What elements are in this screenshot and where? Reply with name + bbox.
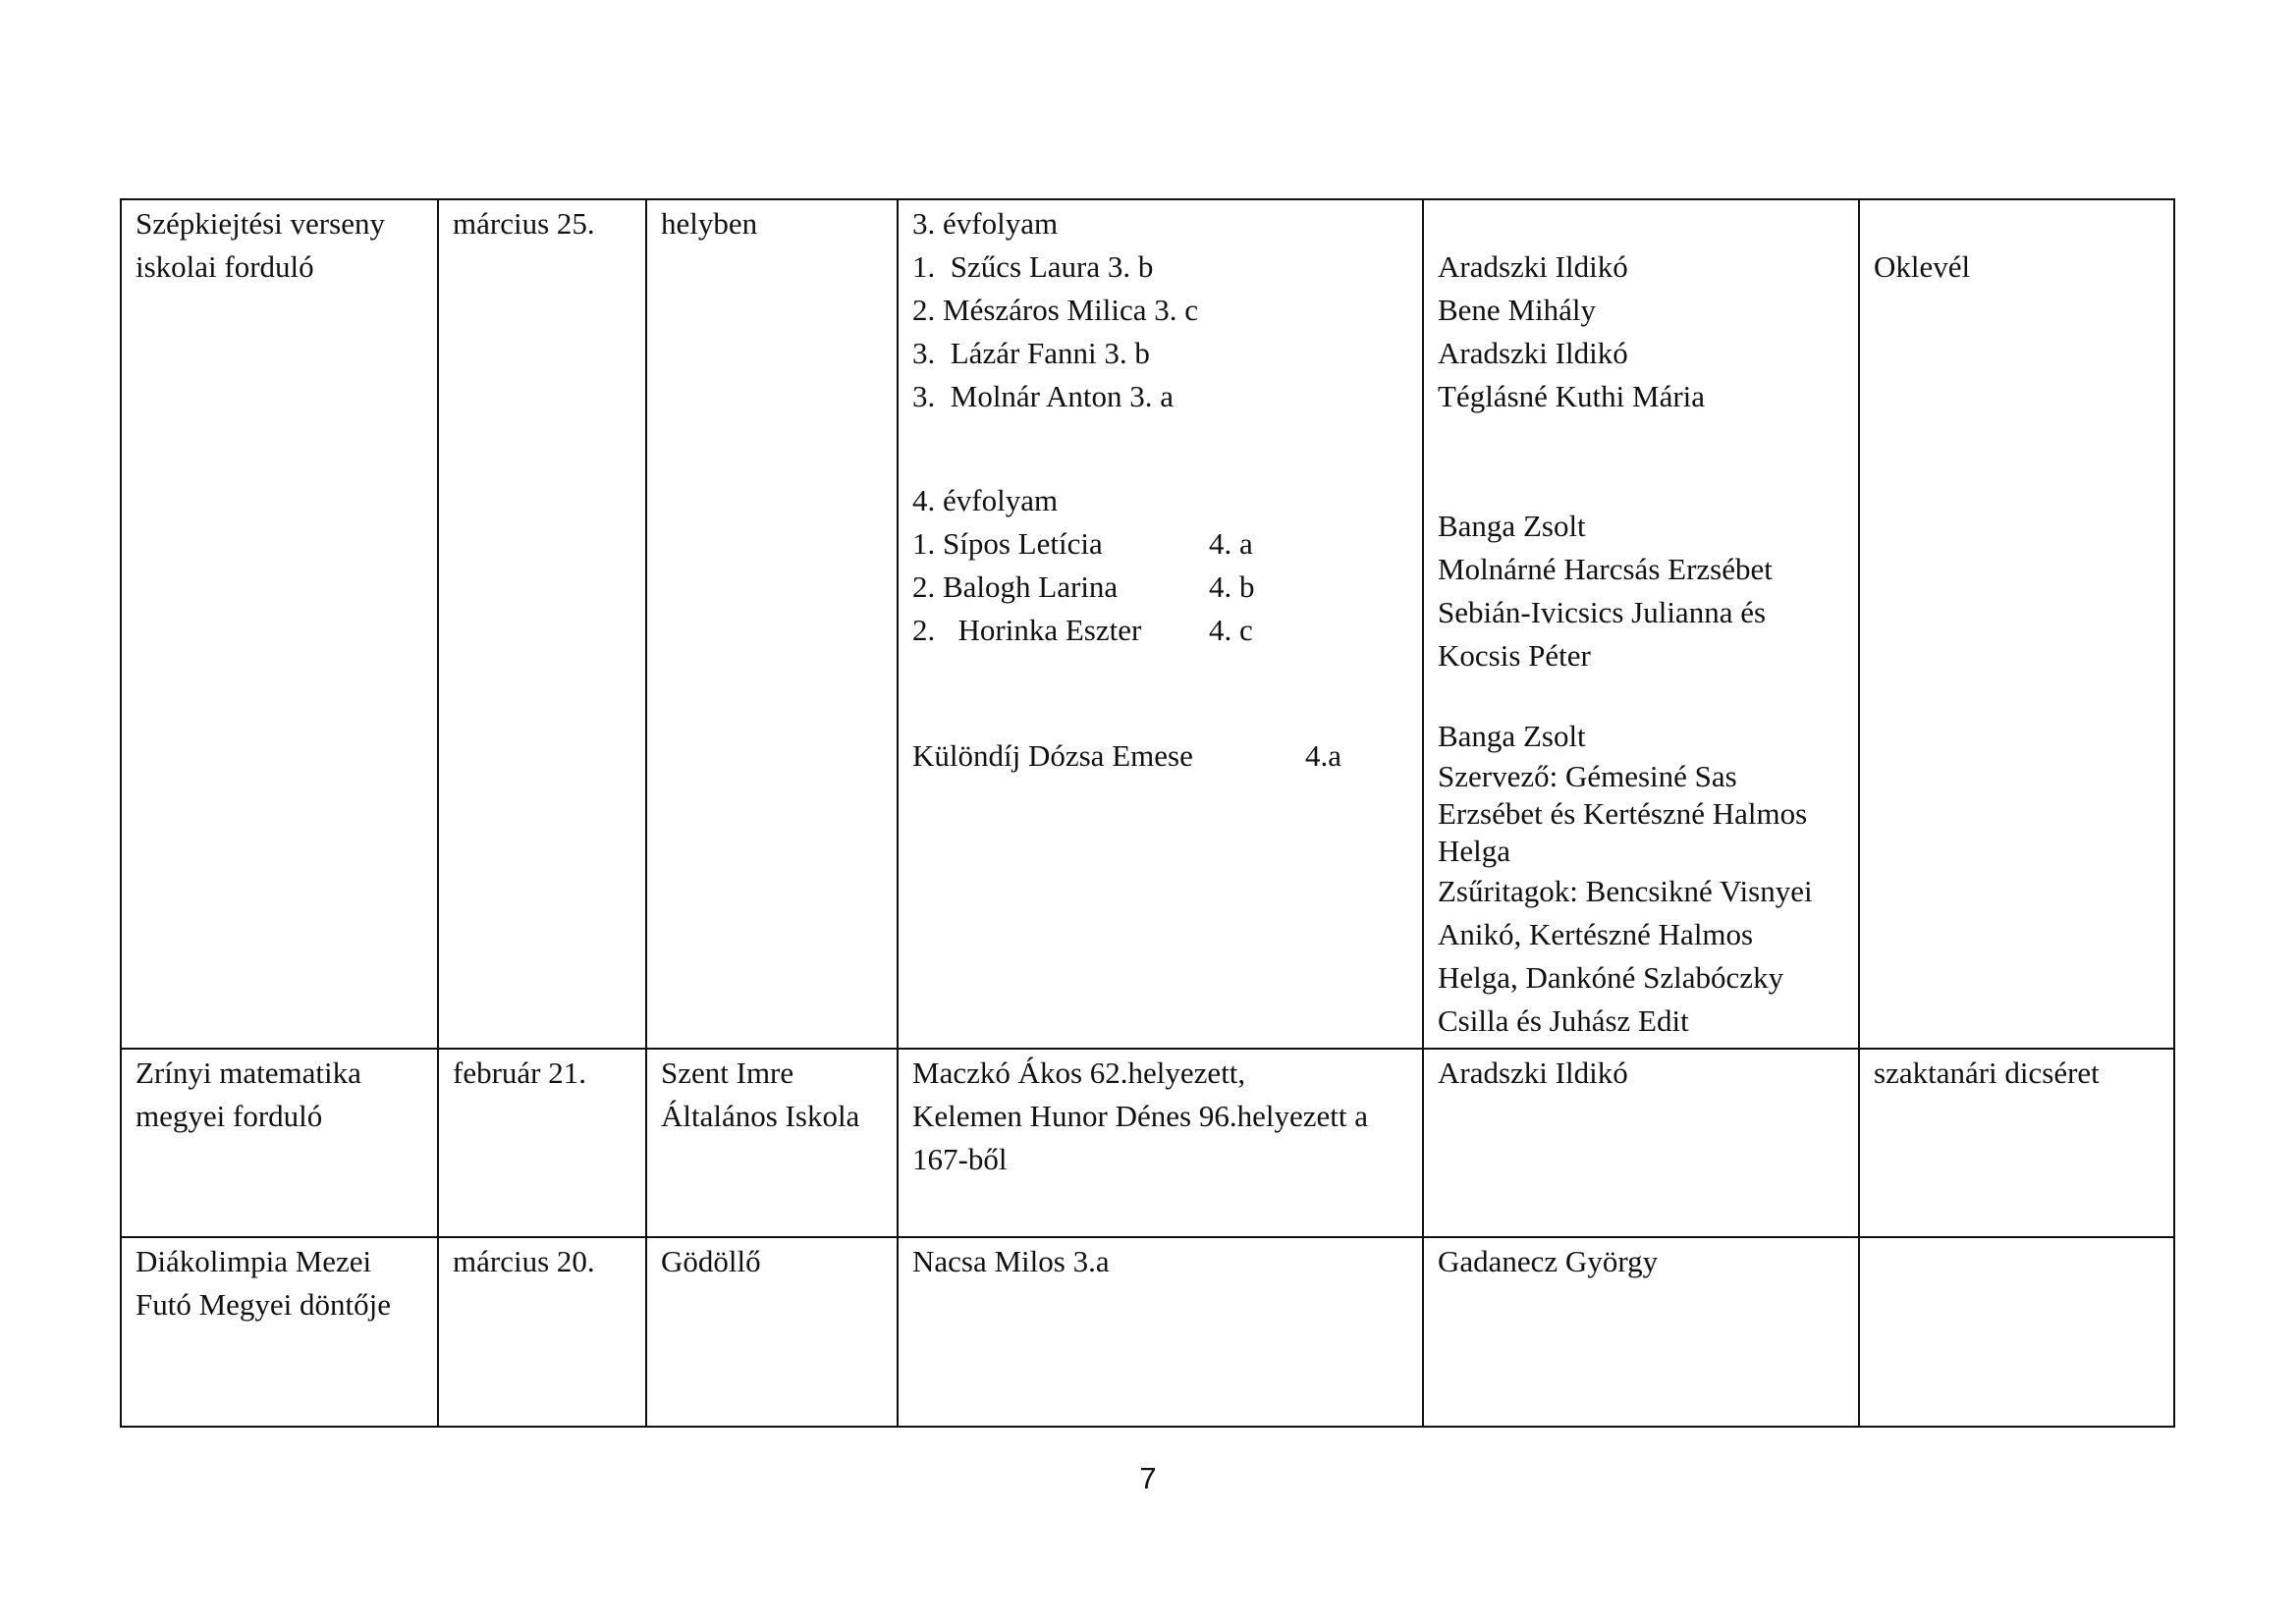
place: helyben	[661, 206, 758, 241]
organizer-line: Szervező: Gémesiné Sas	[1438, 759, 1737, 793]
table-row	[121, 1237, 2174, 1427]
competition-cell	[121, 199, 438, 1049]
competition-name: Szépkiejtési verseny	[136, 206, 385, 241]
teachers-cell	[1423, 1237, 1859, 1427]
organizer-line: Helga	[1438, 834, 1511, 868]
teacher-name: Aradszki Ildikó	[1438, 249, 1628, 284]
teacher-name: Aradszki Ildikó	[1438, 1056, 1628, 1090]
date: március 20.	[453, 1244, 595, 1278]
award-cell	[1859, 199, 2174, 1049]
result-entry: Nacsa Milos 3.a	[912, 1244, 1110, 1278]
special-prize-class: 4.a	[1305, 738, 1342, 773]
result-entry: 167-ből	[912, 1142, 1008, 1176]
place-cell	[646, 1237, 898, 1427]
date: március 25.	[453, 206, 595, 241]
place-cell	[646, 199, 898, 1049]
competition-name: megyei forduló	[136, 1099, 323, 1133]
competition-cell	[121, 1049, 438, 1237]
competition-name: Zrínyi matematika	[136, 1056, 361, 1090]
grade-heading: 3. évfolyam	[912, 206, 1059, 241]
date-cell	[438, 1049, 646, 1237]
results-cell	[898, 1237, 1423, 1427]
organizer-line: Erzsébet és Kertészné Halmos	[1438, 796, 1808, 831]
table-row	[121, 1049, 2174, 1237]
competition-name: iskolai forduló	[136, 249, 314, 284]
result-entry: Kelemen Hunor Dénes 96.helyezett a	[912, 1099, 1368, 1133]
result-entry: 3. Lázár Fanni 3. b	[912, 336, 1150, 370]
result-entry	[912, 566, 1408, 609]
place: Gödöllő	[661, 1244, 761, 1278]
teacher-name: Banga Zsolt	[1438, 719, 1586, 753]
result-name: 2. Horinka Eszter	[912, 613, 1142, 647]
competition-results-table	[120, 198, 2175, 1428]
table-row	[121, 199, 2174, 1049]
teacher-name: Bene Mihály	[1438, 293, 1596, 327]
teacher-name: Gadanecz György	[1438, 1244, 1659, 1278]
competition-name: Diákolimpia Mezei	[136, 1244, 372, 1278]
teacher-name: Sebián-Ivicsics Julianna és	[1438, 595, 1767, 629]
teachers-cell	[1423, 199, 1859, 1049]
result-entry	[912, 609, 1408, 652]
result-name: 2. Balogh Larina	[912, 569, 1119, 604]
grade-heading: 4. évfolyam	[912, 483, 1059, 517]
award: szaktanári dicséret	[1874, 1056, 2100, 1090]
competition-name: Futó Megyei döntője	[136, 1287, 392, 1322]
date: február 21.	[453, 1056, 586, 1090]
results-cell	[898, 199, 1423, 1049]
teacher-name: Téglásné Kuthi Mária	[1438, 379, 1706, 413]
award-cell	[1859, 1237, 2174, 1427]
result-entry: 1. Szűcs Laura 3. b	[912, 249, 1154, 284]
teacher-name: Molnárné Harcsás Erzsébet	[1438, 552, 1773, 586]
special-prize	[912, 734, 1408, 778]
award: Oklevél	[1874, 249, 1971, 284]
jury-line: Helga, Dankóné Szlabóczky	[1438, 960, 1784, 995]
competition-cell	[121, 1237, 438, 1427]
teacher-name: Kocsis Péter	[1438, 638, 1591, 673]
result-class: 4. a	[1209, 526, 1253, 561]
result-name: 1. Sípos Letícia	[912, 526, 1103, 561]
jury-line: Zsűritagok: Bencsikné Visnyei	[1438, 874, 1813, 908]
result-entry	[912, 522, 1408, 566]
date-cell	[438, 199, 646, 1049]
result-class: 4. b	[1209, 569, 1255, 604]
place-cell	[646, 1049, 898, 1237]
place: Általános Iskola	[661, 1099, 860, 1133]
special-prize-label: Különdíj Dózsa Emese	[912, 738, 1193, 773]
teacher-name: Aradszki Ildikó	[1438, 336, 1628, 370]
place: Szent Imre	[661, 1056, 794, 1090]
teacher-name: Banga Zsolt	[1438, 509, 1586, 543]
award-cell	[1859, 1049, 2174, 1237]
result-entry: 3. Molnár Anton 3. a	[912, 379, 1175, 413]
date-cell	[438, 1237, 646, 1427]
result-entry: 2. Mészáros Milica 3. c	[912, 293, 1198, 327]
result-entry: Maczkó Ákos 62.helyezett,	[912, 1056, 1246, 1090]
result-class: 4. c	[1209, 613, 1253, 647]
jury-line: Anikó, Kertészné Halmos	[1438, 917, 1754, 951]
page-number: 7	[1139, 1461, 1157, 1495]
results-cell	[898, 1049, 1423, 1237]
jury-line: Csilla és Juhász Edit	[1438, 1003, 1689, 1038]
teachers-cell	[1423, 1049, 1859, 1237]
